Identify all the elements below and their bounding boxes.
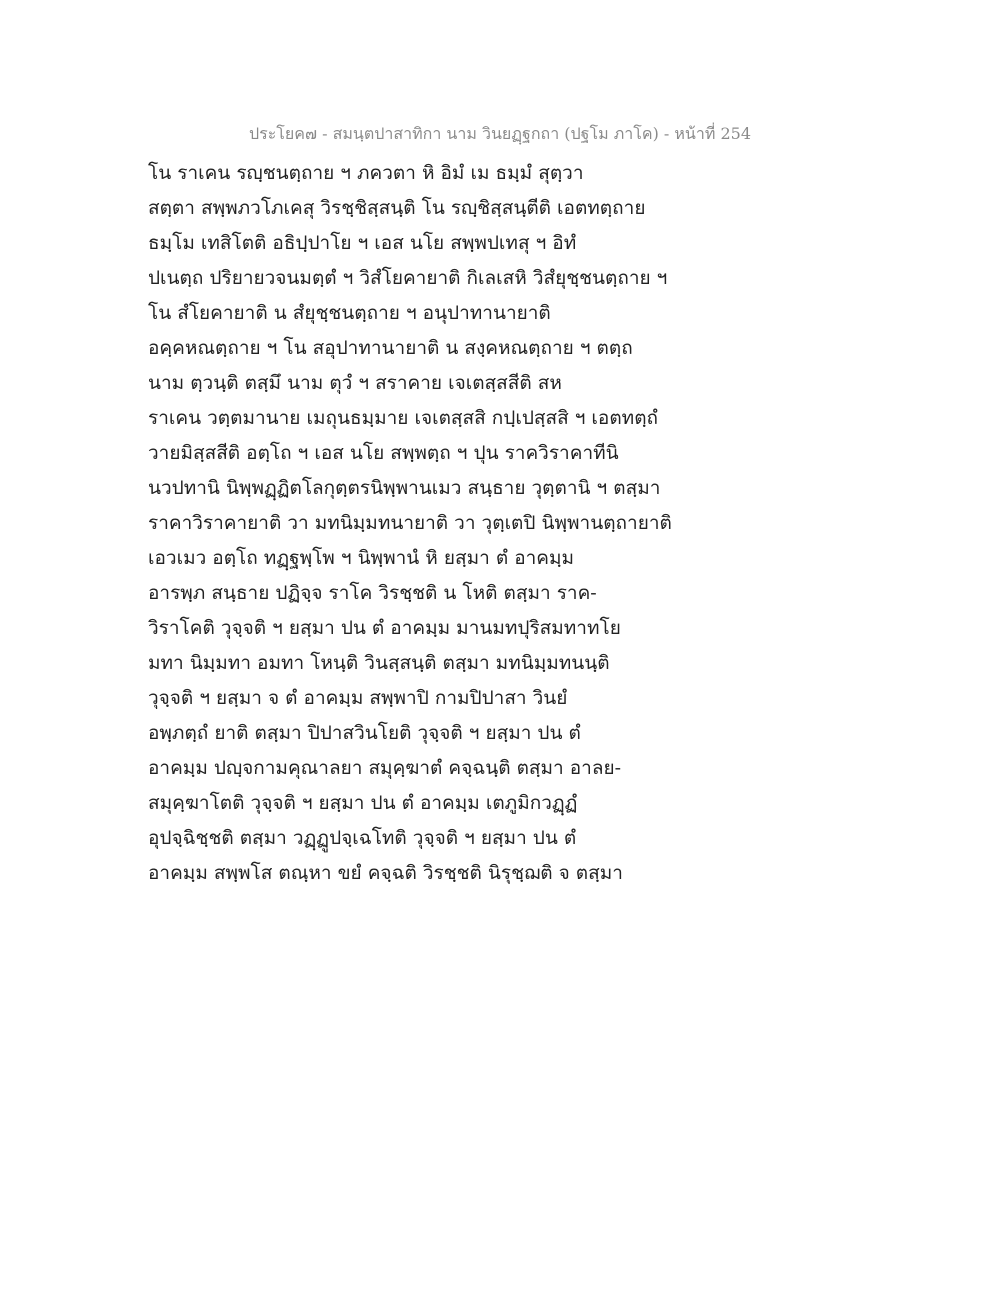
text-line: ธมฺโม เทสิโตติ อธิปฺปาโย ฯ เอส นโย สพฺพปเทสุ ฯ อิทํ bbox=[148, 232, 577, 254]
text-line: วายมิสฺสสีติ อตฺโถ ฯ เอส นโย สพฺพตฺถ ฯ ปุน ราควิราคาทีนิ bbox=[148, 442, 619, 464]
text-line: ปเนตฺถ ปริยายวจนมตฺตํ ฯ วิสํโยคายาติ กิเลเสหิ วิสํยุชฺชนตฺถาย ฯ bbox=[148, 267, 668, 289]
running-header: ประโยค๗ - สมนฺตปาสาทิกา นาม วินยฏฺฐกถา (ปฐโม ภาโค) - หน้าที่ 254 bbox=[248, 124, 752, 143]
text-line: มทา นิมฺมทา อมทา โหนฺติ วินสฺสนฺติ ตสฺมา มทนิมฺมทนนฺติ bbox=[148, 652, 610, 674]
text-line: อารพฺภ สนฺธาย ปฏิจฺจ ราโค วิรชฺชติ น โหติ ตสฺมา ราค- bbox=[148, 582, 597, 604]
body-text bbox=[148, 156, 768, 891]
text-line: อพฺภตฺถํ ยาติ ตสฺมา ปิปาสวินโยติ วุจฺจติ ฯ ยสฺมา ปน ตํ bbox=[148, 722, 581, 744]
text-line: นวปทานิ นิพฺพฏฺฏิตโลกุตฺตรนิพฺพานเมว สนฺธาย วุตฺตานิ ฯ ตสฺมา bbox=[148, 477, 661, 499]
text-line: โน ราเคน รญฺชนตฺถาย ฯ ภควตา หิ อิมํ เม ธมฺมํ สุตฺวา bbox=[148, 162, 584, 184]
text-line: โน สํโยคายาติ น สํยุชฺชนตฺถาย ฯ อนุปาทานายาติ bbox=[148, 302, 551, 324]
text-line: วิราโคติ วุจฺจติ ฯ ยสฺมา ปน ตํ อาคมฺม มานมทปุริสมทาทโย bbox=[148, 617, 621, 639]
text-line: สตฺตา สพฺพภวโภเคสุ วิรชฺชิสฺสนฺติ โน รญฺชิสฺสนฺตีติ เอตทตฺถาย bbox=[148, 197, 646, 219]
text-line: อาคมฺม สพฺพโส ตณฺหา ขยํ คจฺฉติ วิรชฺชติ นิรุชฺฌติ จ ตสฺมา bbox=[148, 862, 623, 884]
text-line: ราคาวิราคายาติ วา มทนิมฺมทนายาติ วา วุตฺเตปิ นิพฺพานตฺถายาติ bbox=[148, 512, 672, 534]
text-line: วุจฺจติ ฯ ยสฺมา จ ตํ อาคมฺม สพฺพาปิ กามปิปาสา วินยํ bbox=[148, 687, 568, 709]
text-line: สมุคฺฆาโตติ วุจฺจติ ฯ ยสฺมา ปน ตํ อาคมฺม เตภูมิกวฏฺฏํ bbox=[148, 792, 578, 814]
text-line: ราเคน วตฺตมานาย เมถุนธมฺมาย เจเตสฺสสิ กปฺเปสฺสสิ ฯ เอตทตฺถํ bbox=[148, 407, 659, 429]
text-line: อาคมฺม ปญฺจกามคุณาลยา สมุคฺฆาตํ คจฺฉนฺติ ตสฺมา อาลย- bbox=[148, 757, 622, 779]
text-line: นาม ตฺวนฺติ ตสฺมึ นาม ตุวํ ฯ สราคาย เจเตสฺสสีติ สห bbox=[148, 372, 562, 394]
text-line: เอวเมว อตฺโถ ทฏฺฐพฺโพ ฯ นิพฺพานํ หิ ยสฺมา ตํ อาคมฺม bbox=[148, 547, 575, 569]
text-line: อคฺคหณตฺถาย ฯ โน สอุปาทานายาติ น สงฺคหณตฺถาย ฯ ตตฺถ bbox=[148, 337, 633, 359]
text-line: อุปจฺฉิชฺชติ ตสฺมา วฏฺฏูปจฺเฉโทติ วุจฺจติ ฯ ยสฺมา ปน ตํ bbox=[148, 827, 577, 849]
